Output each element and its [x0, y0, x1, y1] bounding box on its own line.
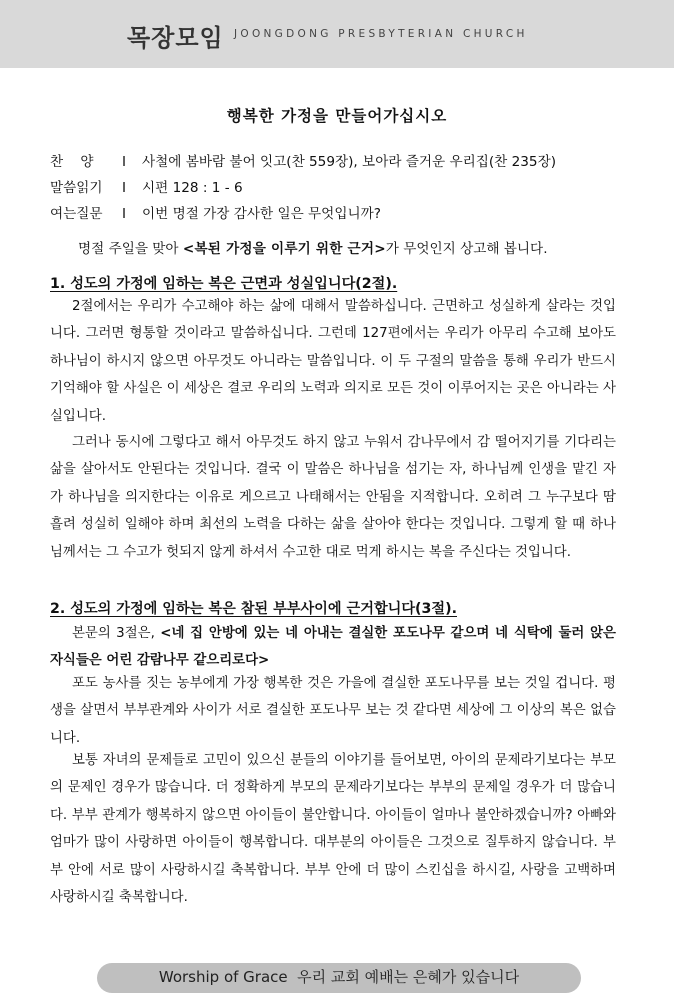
header-subtitle: JOONGDONG PRESBYTERIAN CHURCH — [234, 28, 528, 40]
header-title: 목장모임 — [127, 24, 224, 52]
paragraph-emphasis: <네 집 안방에 있는 네 아내는 결실한 포도나무 같으며 네 식탁에 둘러 앉은 자식들은 어린 감람나무 같으리로다> — [50, 626, 616, 669]
info-value: 사철에 봄바람 불어 잇고(찬 559장), 보아라 즐거운 우리집(찬 235장) — [142, 154, 557, 170]
info-separator: I — [122, 180, 127, 196]
section-2-paragraph-2 — [50, 670, 616, 752]
info-separator: I — [122, 154, 127, 170]
section-2-paragraph-1 — [50, 620, 616, 675]
info-label: 여는질문 — [50, 206, 103, 222]
info-separator: I — [122, 206, 127, 222]
info-value: 시편 128 : 1 - 6 — [142, 180, 243, 196]
intro-text-after: 가 무엇인지 상고해 봅니다. — [385, 241, 548, 257]
section-1-paragraph-1 — [50, 293, 616, 430]
info-label: 말씀읽기 — [50, 180, 103, 196]
paragraph-text: 본문의 3절은, — [72, 626, 161, 641]
footer-banner: Worship of Grace 우리 교회 예배는 은혜가 있습니다 — [97, 963, 581, 993]
header-bar — [0, 0, 674, 68]
paragraph-text: 보통 자녀의 문제들로 고민이 있으신 분들의 이야기를 들어보면, 아이의 문제라기보다는 부모의 문제인 경우가 많습니다. 더 정확하게 부모의 문제라기보다는 부부의 문제일 경우가 더 많습니다. 부부 관계가 행복하지 않으면 아이들이 불안합니다. 아이들이 얼마나 불안하겠습니까? 아빠와 엄마가 많이 사랑하면 아이들이 행복합니다. 대부분의 아이들은 그것으로 질투하지 않습니다. 부부 안에 서로 많이 사랑하시길 축복합니다. 부부 안에 더 많이 스킨십을 하시길, 사랑을 고백하며 사랑하시길 축복합니다. — [50, 753, 616, 906]
section-1-paragraph-2 — [50, 429, 616, 566]
section-2-paragraph-3 — [50, 747, 616, 911]
paragraph-text: 2절에서는 우리가 수고해야 하는 삶에 대해서 말씀하십니다. 근면하고 성실하게 살라는 것입니다. 그러면 형통할 것이라고 말씀하십니다. 그런데 127편에서는 우리가 아무리 수고해 보아도 하나님이 하시지 않으면 아무것도 아니라는 말씀입니다. 이 두 구절의 말씀을 통해 우리가 반드시 기억해야 할 사실은 이 세상은 결코 우리의 노력과 의지로 모든 것이 이루어지는 곳은 아니라는 사실입니다. — [50, 299, 616, 424]
intro-emphasis: <복된 가정을 이루기 위한 근거> — [182, 241, 386, 257]
intro-text-before: 명절 주일을 맞아 — [78, 241, 183, 257]
section-2-heading: 2. 성도의 가정에 임하는 복은 참된 부부사이에 근거합니다(3절). — [50, 601, 457, 617]
info-value: 이번 명절 가장 감사한 일은 무엇입니까? — [142, 206, 381, 222]
info-row-hymn — [50, 150, 556, 170]
info-label: 찬 양 — [50, 154, 94, 170]
section-1-heading: 1. 성도의 가정에 임하는 복은 근면과 성실입니다(2절). — [50, 276, 398, 292]
info-row-scripture — [50, 176, 243, 196]
paragraph-text: 포도 농사를 짓는 농부에게 가장 행복한 것은 가을에 결실한 포도나무를 보는 것일 겁니다. 평생을 살면서 부부관계와 사이가 서로 결실한 포도나무 보는 것 같다면 세상에 그 이상의 복은 없습니다. — [50, 676, 616, 746]
paragraph-text: 그러나 동시에 그렇다고 해서 아무것도 하지 않고 누워서 감나무에서 감 떨어지기를 기다리는 삶을 살아서도 안된다는 것입니다. 결국 이 말씀은 하나님을 섬기는 자, 하나님께 인생을 맡긴 자가 하나님을 의지한다는 이유로 게으르고 나태해서는 안됨을 지적합니다. 오히려 그 누구보다 땀 흘려 성실히 일해야 하며 최선의 노력을 다하는 삶을 살아야 한다는 것입니다. 그렇게 할 때 하나님께서는 그 수고가 헛되지 않게 하셔서 수고한 대로 먹게 하시는 복을 주신다는 것입니다. — [50, 435, 616, 560]
intro-paragraph — [50, 237, 620, 257]
document-title: 행복한 가정을 만들어가십시오 — [226, 107, 448, 125]
info-row-opening-question — [50, 202, 381, 222]
